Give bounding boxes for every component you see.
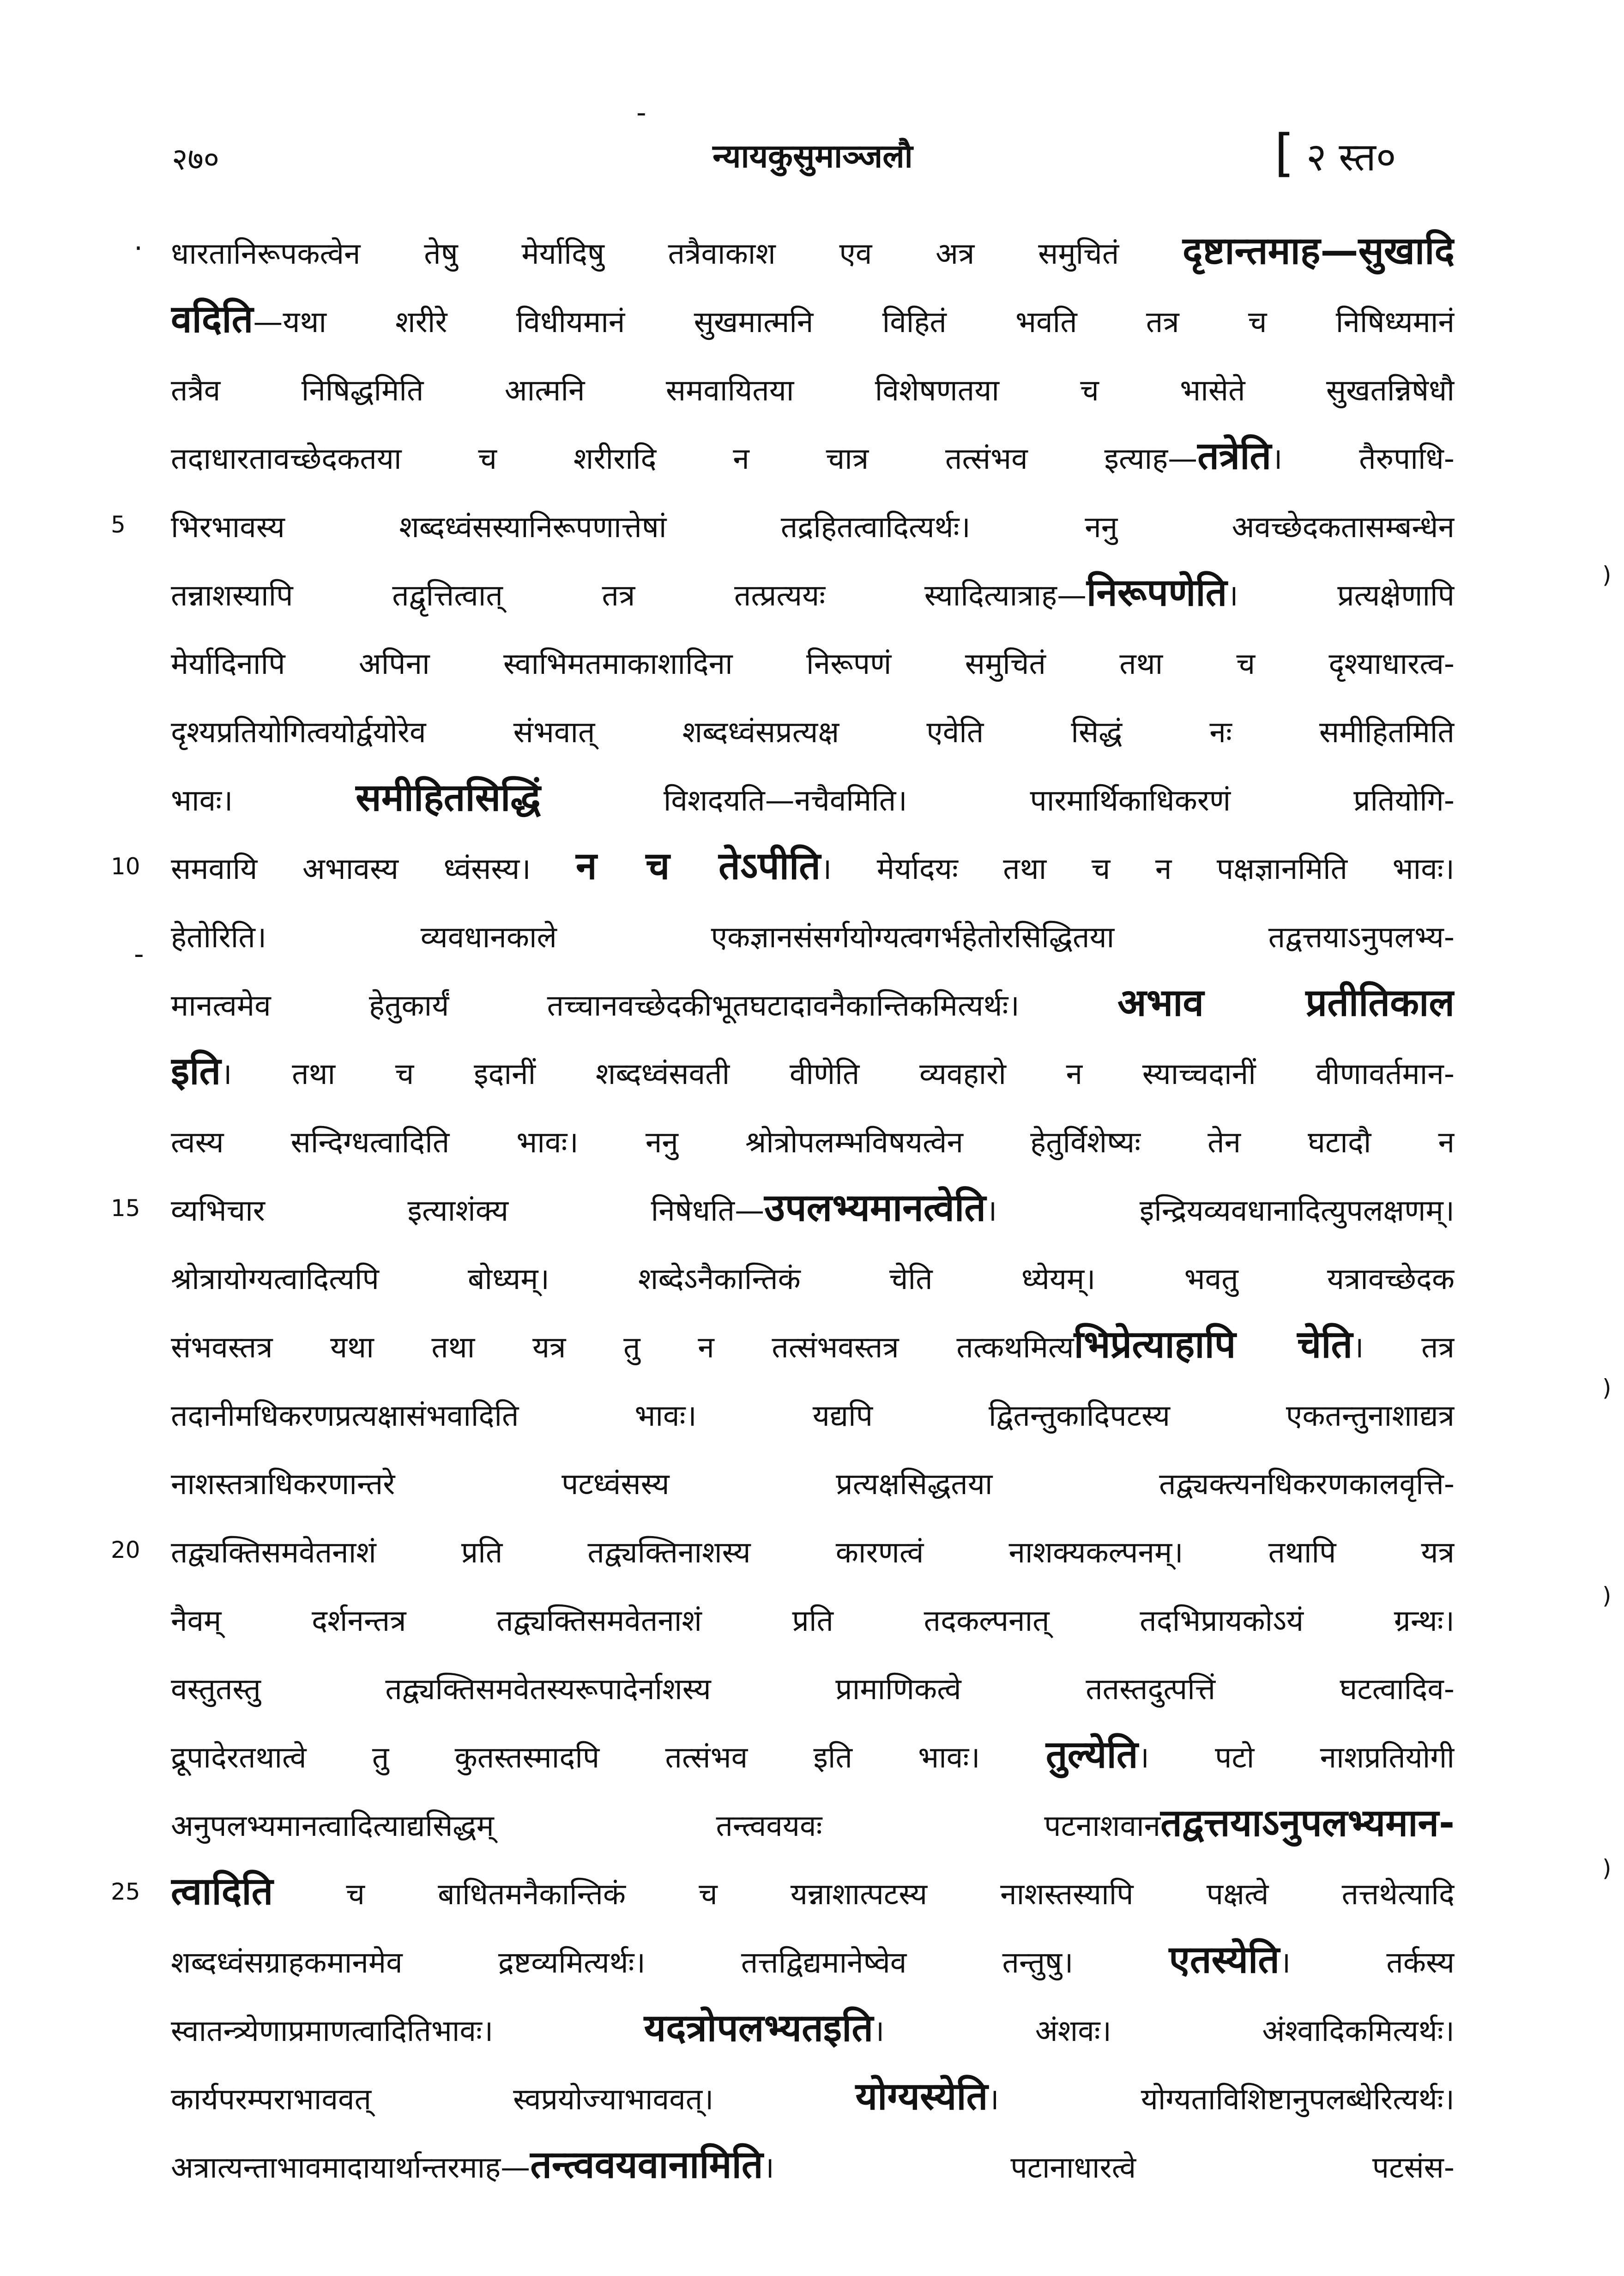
text-line [171,492,1455,557]
line-text: भिरभावस्य शब्दध्वंसस्यानिरूपणात्तेषां तद्रहितत्वादित्यर्थः। ननु अवच्छेदकतासम्बन्धेन [171,510,1455,545]
text-line [171,697,1455,762]
line-text: । पटानाधारत्वे पटसंस- [763,2151,1455,2185]
bold-term: इति [171,1049,221,1093]
line-text: । योग्यताविशिष्टानुपलब्धेरित्यर्थः। [988,2082,1455,2117]
text-line [171,1586,1455,1651]
bold-term: तुल्येति [1045,1733,1138,1777]
line-text: त्वस्य सन्दिग्धत्वादिति भावः। ननु श्रोत्रोपलम्भविषयत्वेन हेतुर्विशेष्यः तेन घटादौ न [171,1126,1455,1160]
line-text: —यथा शरीरे विधीयमानं सुखमात्मनि विहितं भवति तत्र च निषिध्यमानं [253,305,1455,339]
bold-term: तत्रेति [1197,434,1272,478]
line-number: 10 [111,853,140,880]
line-text: । तथा च इदानीं शब्दध्वंसवती वीणेति व्यवहारो न स्याच्चदानीं वीणावर्तमान- [221,1057,1455,1091]
line-text: नैवम् दर्शनन्तत्र तद्व्यक्तिसमवेतनाशं प्रति तदकल्पनात् तदभिप्रायकोऽयं ग्रन्थः। [171,1604,1455,1638]
section-bracket: [ [1274,123,1294,182]
line-text: दृश्यप्रतियोगित्वयोर्द्वयोरेव संभवात् शब्दध्वंसप्रत्यक्ष एवेति सिद्धं नः समीहितमिति [171,715,1455,750]
text-line [171,629,1455,694]
line-text: भावः। [171,784,356,818]
line-text: । प्रत्यक्षेणापि [1227,579,1455,613]
text-line [171,561,1455,625]
line-text: द्रूपादेरतथात्वे तु कुतस्तस्मादपि तत्संभव इति भावः। [171,1741,1046,1775]
text-line [171,424,1455,489]
bold-term: उपलभ्यमानत्वेति [764,1186,986,1230]
line-text: नाशस्तत्राधिकरणान्तरे पटध्वंसस्य प्रत्यक्षसिद्धतया तद्व्यक्त्यनधिकरणकालवृत्ति- [171,1467,1455,1501]
text-line [171,1176,1455,1241]
line-text: तदानीमधिकरणप्रत्यक्षासंभवादिति भावः। यद्यपि द्वितन्तुकादिपटस्य एकतन्तुनाशाद्यत्र [171,1399,1455,1433]
text-line [171,1928,1455,1992]
text-line [171,2133,1455,2197]
bold-term: भिप्रेत्याहापि चेति [1074,1323,1353,1367]
text-line [171,1381,1455,1446]
bold-term: निरूपणेति [1087,571,1227,615]
line-text: कार्यपरम्पराभाववत् स्वप्रयोज्याभाववत्। [171,2082,856,2117]
line-text: वस्तुतस्तु तद्व्यक्तिसमवेतस्यरूपादेर्नाशस्य प्रामाणिकत्वे ततस्तदुत्पत्तिं घटत्वादिव- [171,1672,1455,1707]
line-text: । इन्द्रियव्यवधानादित्युपलक्षणम्। [986,1194,1455,1228]
line-text: । तैरुपाधि- [1271,442,1455,476]
line-text: अनुपलभ्यमानत्वादित्याद्यसिद्धम् तन्त्ववयवः पटनाशवान [171,1809,1161,1843]
bold-term: समीहितसिद्धिं [356,776,541,820]
text-line [171,1449,1455,1514]
text-line [171,971,1455,1035]
line-text: मानत्वमेव हेतुकार्यं तच्चानवच्छेदकीभूतघटादावनैकान्तिकमित्यर्थः। [171,989,1117,1023]
text-line [171,1244,1455,1309]
text-line [171,1518,1455,1582]
text-line [171,287,1455,352]
line-text: समवायि अभावस्य ध्वंसस्य। [171,852,576,886]
stray-mark-top: - [636,97,646,129]
section-label: २ स्त० [1306,134,1396,180]
text-line [171,902,1455,967]
text-line [171,2064,1455,2129]
line-number: 25 [111,1878,140,1905]
text-line [171,1996,1455,2061]
line-text: विशदयति—नचैवमिति। पारमार्थिकाधिकरणं प्रतियोगि- [540,784,1455,818]
line-number: 5 [111,511,126,538]
edge-mark-4: ) [1602,1855,1612,1882]
line-text: शब्दध्वंसग्राहकमानमेव द्रष्टव्यमित्यर्थः। तत्तद्विद्यमानेष्वेव तन्तुषु। [171,1946,1169,1980]
line-text: तद्व्यक्तिसमवेतनाशं प्रति तद्व्यक्तिनाशस्य कारणत्वं नाशक्यकल्पनम्। तथापि यत्र [171,1536,1455,1570]
text-line [171,1313,1455,1377]
text-line [171,219,1455,284]
edge-mark-1: ) [1602,562,1612,588]
line-text: । तर्कस्य [1280,1946,1455,1980]
bold-term: एतस्येति [1169,1938,1280,1982]
line-text: हेतोरिति। व्यवधानकाले एकज्ञानसंसर्गयोग्यत्वगर्भहेतोरसिद्धितया तद्वत्तयाऽनुपलभ्य- [171,920,1455,955]
text-line [171,1108,1455,1172]
page-number: २७० [172,141,219,177]
edge-mark-2: ) [1602,1374,1612,1401]
bold-term: दृष्टान्तमाह—सुखादि [1182,229,1455,273]
line-text: धारतानिरूपकत्वेन तेषु मेर्यादिषु तत्रैवाकाश एव अत्र समुचितं [171,237,1183,271]
text-line [171,766,1455,830]
text-line [171,1791,1455,1856]
text-line [171,356,1455,420]
text-line [171,1859,1455,1924]
line-text: । अंशवः। अंश्वादिकमित्यर्थः। [873,2014,1455,2048]
text-line [171,1654,1455,1719]
bold-term: योग्यस्येति [855,2075,988,2119]
line-text: स्वातन्त्र्येणाप्रमाणत्वादितिभावः। [171,2014,644,2048]
line-text: तत्रैव निषिद्धमिति आत्मनि समवायितया विशेषणतया च भासेते सुखतन्निषेधौ [171,374,1455,408]
line-text: व्यभिचार इत्याशंक्य निषेधति— [171,1194,765,1228]
line-text: । पटो नाशप्रतियोगी [1138,1741,1455,1775]
bold-term: तन्त्ववयवानामिति [530,2143,763,2187]
line-text: अत्रात्यन्ताभावमादायार्थान्तरमाह— [171,2151,531,2185]
line-text: तदाधारतावच्छेदकतया च शरीरादि न चात्र तत्संभव इत्याह— [171,442,1198,476]
running-title: न्यायकुसुमाञ्जलौ [712,137,913,175]
line-number: 15 [111,1195,140,1222]
line-text: श्रोत्रायोग्यत्वादित्यपि बोध्यम्। शब्देऽनैकान्तिकं चेति ध्येयम्। भवतु यत्रावच्छेदक [171,1262,1455,1296]
bold-term: अभाव प्रतीतिकाल [1117,981,1455,1025]
line-text: मेर्यादिनापि अपिना स्वाभिमतमाकाशादिना निरूपणं समुचितं तथा च दृश्याधारत्व- [171,647,1455,681]
stray-mark-left-dot: · [134,232,143,265]
line-text: । तत्र [1352,1331,1455,1365]
text-line [171,834,1455,899]
bold-term: वदिति [171,297,254,341]
bold-term: न च तेऽपीति [576,844,821,888]
stray-mark-left-dash: - [134,938,144,970]
line-number: 20 [111,1537,140,1563]
text-line [171,1723,1455,1787]
edge-mark-3: ) [1602,1582,1612,1609]
bold-term: यदत्रोपलभ्यतइति [644,2006,874,2050]
text-line [171,1039,1455,1104]
line-text: । मेर्यादयः तथा च न पक्षज्ञानमिति भावः। [820,852,1455,886]
bold-term: तद्वत्तयाऽनुपलभ्यमान- [1160,1801,1455,1845]
line-text: च बाधितमनैकान्तिकं च यन्नाशात्पटस्य नाशस्तस्यापि पक्षत्वे तत्तथेत्यादि [273,1877,1455,1912]
line-text: तन्नाशस्यापि तद्वृत्तित्वात् तत्र तत्प्रत्ययः स्यादित्यात्राह— [171,579,1087,613]
line-text: संभवस्तत्र यथा तथा यत्र तु न तत्संभवस्तत्र तत्कथमित्य [171,1331,1074,1365]
bold-term: त्वादिति [171,1870,273,1913]
